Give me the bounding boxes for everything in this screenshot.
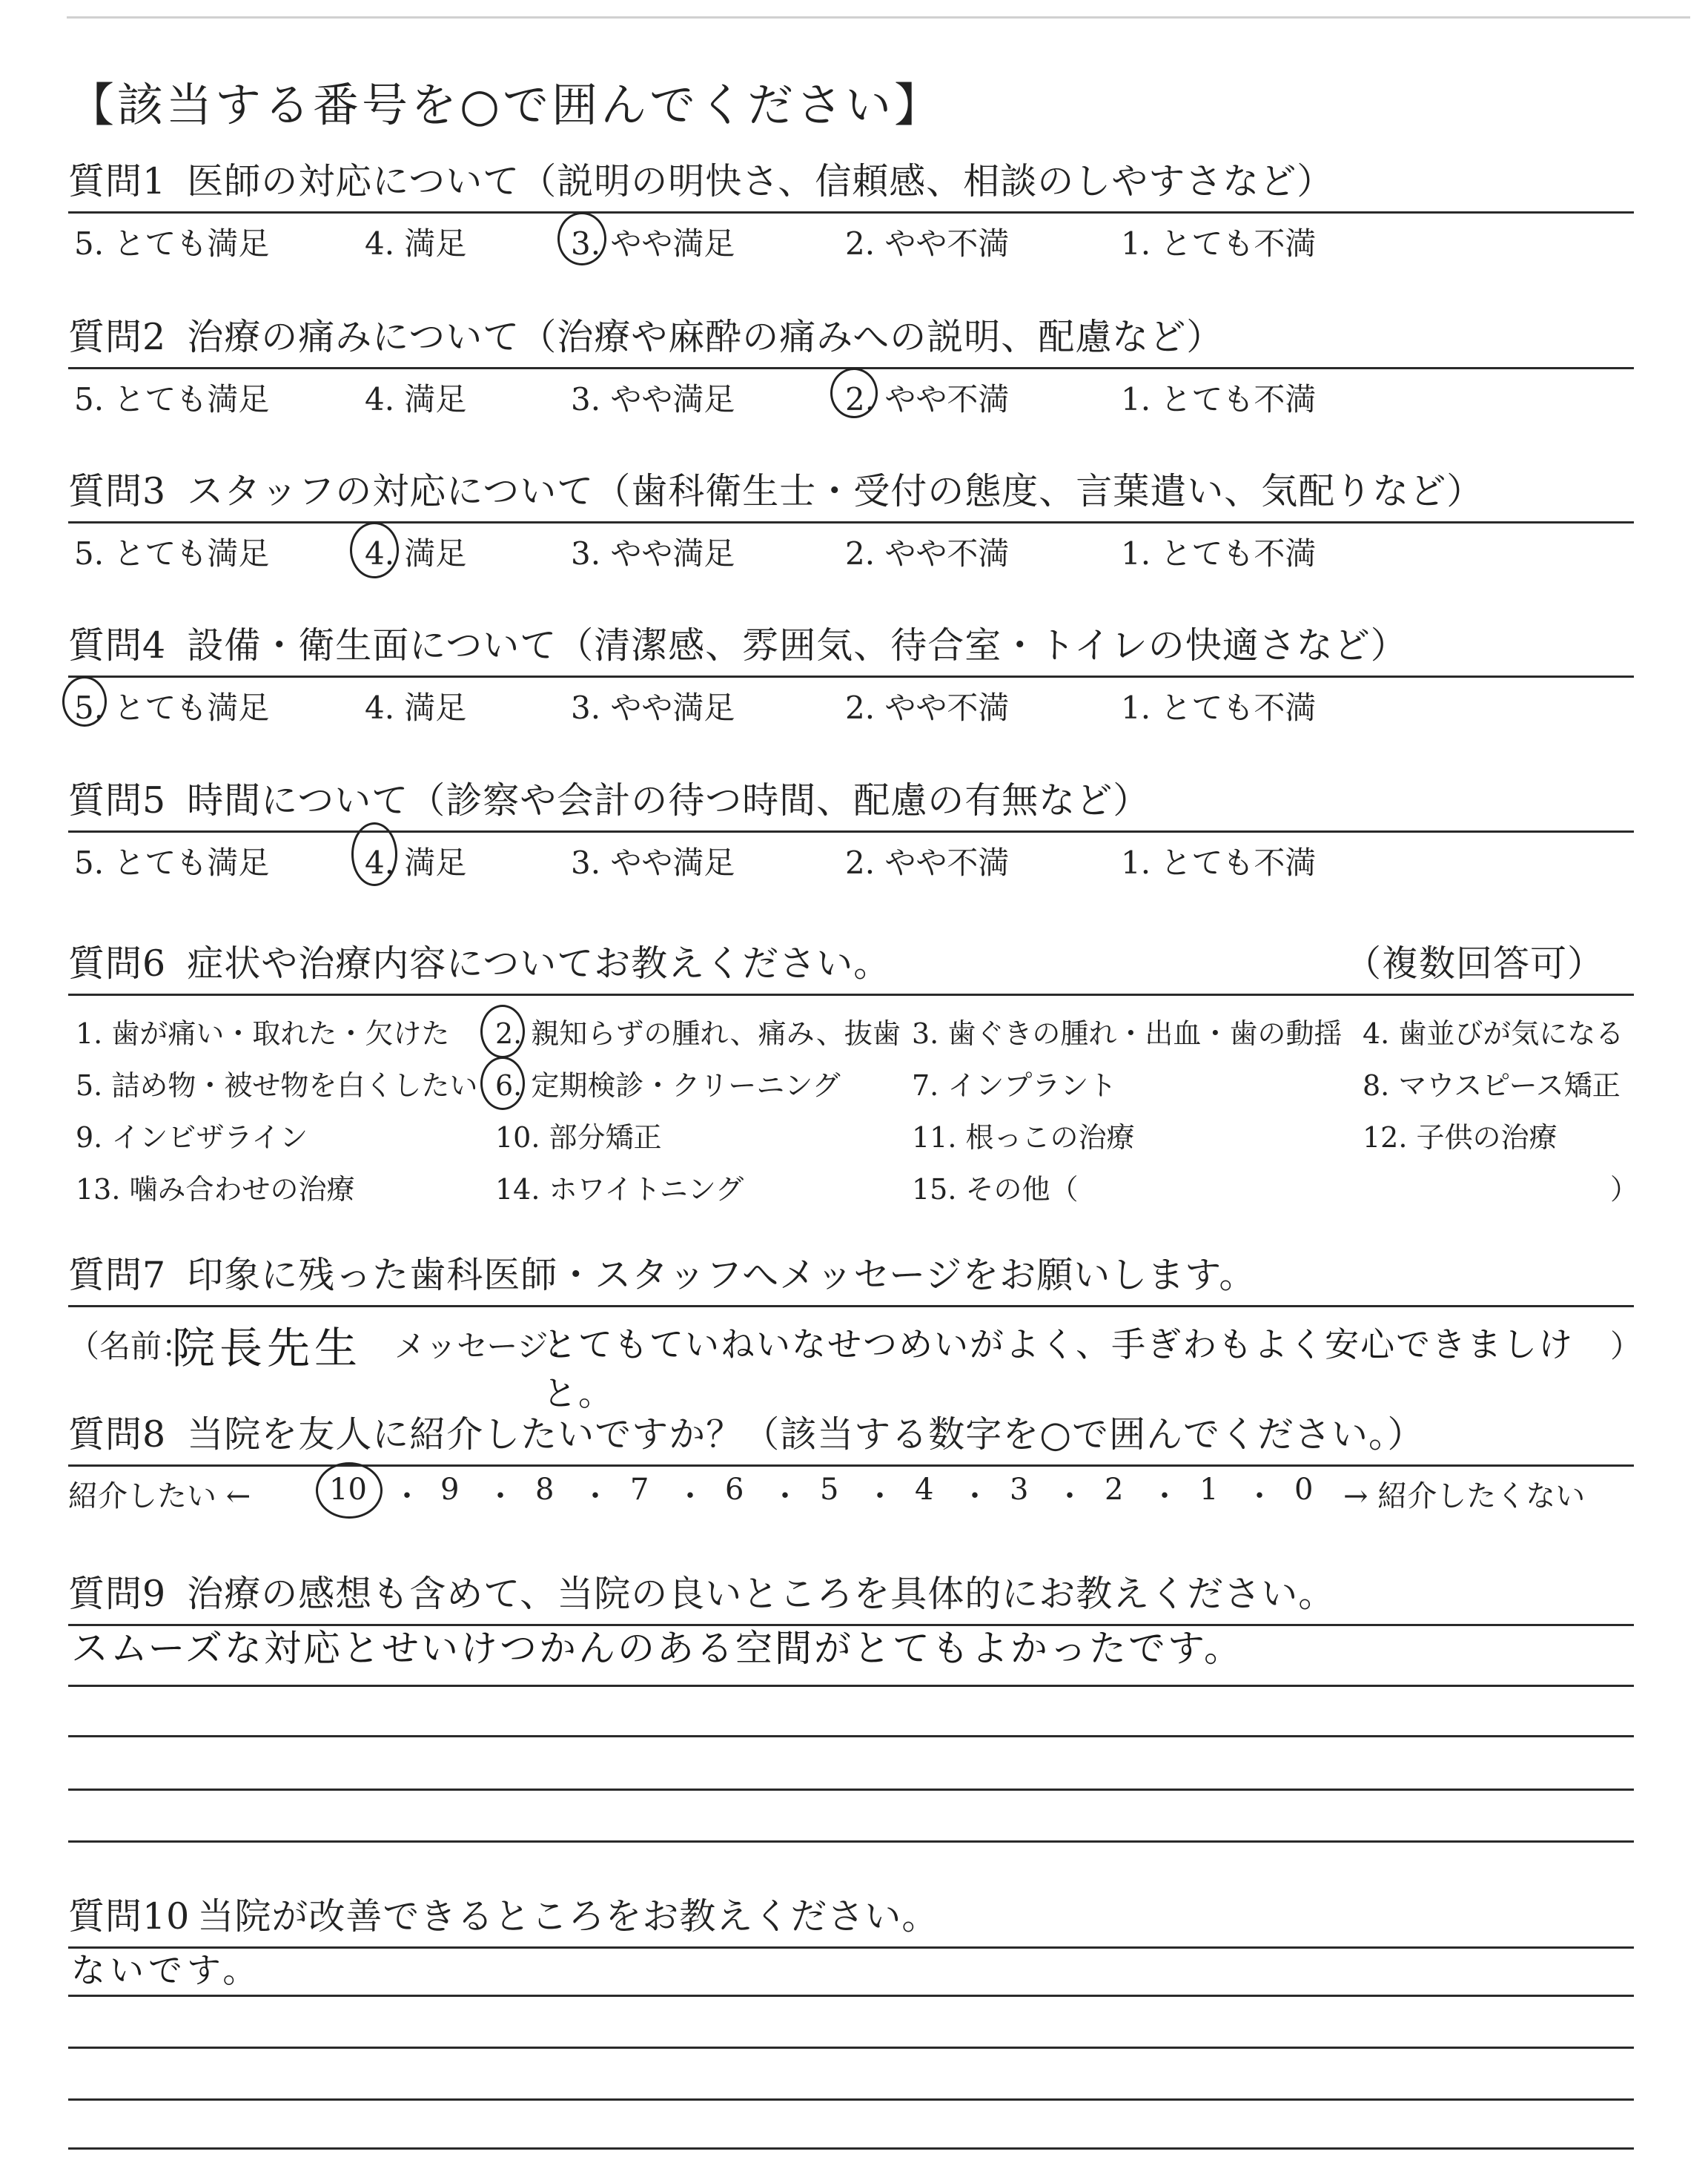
- option-4[interactable]: 4. 満足: [365, 225, 467, 262]
- answer-line: [68, 1995, 1634, 1997]
- question-number: 質問7: [68, 1254, 167, 1296]
- question-7: [68, 1246, 1642, 1413]
- answer-line: [68, 2147, 1634, 2150]
- treatment-option[interactable]: 14. ホワイトニング: [495, 1173, 744, 1206]
- name-answer[interactable]: 院長先生: [172, 1323, 363, 1373]
- message-close-paren: ）: [1610, 1328, 1642, 1364]
- rating-options: [68, 369, 1634, 421]
- question-text: 印象に残った歯科医師・スタッフへメッセージをお願いします。: [187, 1254, 1257, 1296]
- question-3: [68, 462, 1634, 575]
- scale-dot: ・: [675, 1479, 705, 1513]
- question-10: [68, 1887, 1634, 1992]
- treatment-option[interactable]: 5. 詰め物・被せ物を白くしたい: [76, 1069, 478, 1102]
- option-2[interactable]: 2. やや不満: [845, 845, 1010, 881]
- option-3[interactable]: 3. やや満足: [571, 535, 735, 572]
- answer-line: [68, 2047, 1634, 2049]
- scale-value[interactable]: 2: [1105, 1473, 1124, 1507]
- scale-value[interactable]: 5: [820, 1473, 839, 1507]
- treatment-option[interactable]: 4. 歯並びが気になる: [1363, 1017, 1624, 1050]
- scale-value[interactable]: 7: [630, 1473, 649, 1507]
- q9-answer[interactable]: スムーズな対応とせいけつかんのある空間がとてもよかったです。: [71, 1627, 1243, 1670]
- treatment-option[interactable]: 1. 歯が痛い・取れた・欠けた: [76, 1017, 450, 1050]
- option-2[interactable]: 2. やや不満: [845, 225, 1010, 262]
- survey-header: 【該当する番号を○で囲んでください】: [68, 78, 944, 132]
- answer-line: [68, 1685, 1634, 1687]
- question-text: 当院を友人に紹介したいですか？（該当する数字を○で囲んでください。）: [187, 1413, 1425, 1456]
- rating-options: [68, 833, 1634, 885]
- question-number: 質問10: [68, 1895, 191, 1938]
- question-number: 質問3: [68, 470, 167, 512]
- option-4[interactable]: 4. 満足: [365, 845, 467, 881]
- selection-circle: [480, 1057, 525, 1110]
- scale-value[interactable]: 3: [1010, 1473, 1029, 1507]
- treatment-option[interactable]: 9. インビザライン: [76, 1121, 308, 1154]
- question-number: 質問2: [68, 316, 167, 358]
- selection-circle: [316, 1462, 383, 1519]
- option-4[interactable]: 4. 満足: [365, 535, 467, 572]
- q10-answer[interactable]: ないです。: [71, 1950, 262, 1990]
- scale-dot: ・: [580, 1479, 610, 1513]
- treatment-option[interactable]: 2. 親知らずの腫れ、痛み、抜歯: [495, 1017, 901, 1050]
- question-text: 当院が改善できるところをお教えください。: [197, 1895, 939, 1938]
- option-2[interactable]: 2. やや不満: [845, 535, 1010, 572]
- option-1[interactable]: 1. とても不満: [1121, 845, 1317, 881]
- question-text: 症状や治療内容についてお教えください。: [187, 942, 891, 985]
- answer-line: [68, 1735, 1634, 1737]
- question-1: [68, 152, 1634, 265]
- option-1[interactable]: 1. とても不満: [1121, 381, 1317, 417]
- message-row: [68, 1307, 1642, 1413]
- scale-value[interactable]: 9: [440, 1473, 460, 1507]
- scale-dot: ・: [960, 1479, 990, 1513]
- option-5[interactable]: 5. とても満足: [74, 845, 270, 881]
- recommend-scale: [68, 1467, 1634, 1519]
- scale-value[interactable]: 0: [1294, 1473, 1314, 1507]
- treatment-option-other[interactable]: 15. その他（: [912, 1173, 1079, 1206]
- scale-dot: ・: [486, 1479, 515, 1513]
- question-number: 質問5: [68, 779, 167, 822]
- scale-value[interactable]: 1: [1199, 1473, 1219, 1507]
- treatment-option[interactable]: 7. インプラント: [912, 1069, 1117, 1102]
- treatment-option[interactable]: 13. 噛み合わせの治療: [76, 1173, 355, 1206]
- option-1[interactable]: 1. とても不満: [1121, 690, 1317, 726]
- option-1[interactable]: 1. とても不満: [1121, 225, 1317, 262]
- treatment-option[interactable]: 11. 根っこの治療: [912, 1121, 1135, 1154]
- option-4[interactable]: 4. 満足: [365, 690, 467, 726]
- question-6: [68, 934, 1639, 1206]
- scale-value[interactable]: 8: [535, 1473, 555, 1507]
- question-text: 治療の感想も含めて、当院の良いところを具体的にお教えください。: [187, 1573, 1336, 1615]
- selection-circle: [350, 522, 399, 578]
- option-1[interactable]: 1. とても不満: [1121, 535, 1317, 572]
- option-2[interactable]: 2. やや不満: [845, 690, 1010, 726]
- option-2[interactable]: 2. やや不満: [845, 381, 1010, 417]
- scale-dot: ・: [392, 1479, 422, 1513]
- rating-options: [68, 214, 1634, 265]
- treatment-options: [68, 996, 1639, 1206]
- question-text: 設備・衛生面について（清潔感、雰囲気、待合室・トイレの快適さなど）: [187, 624, 1408, 667]
- treatment-option[interactable]: 12. 子供の治療: [1363, 1121, 1558, 1154]
- name-label: （名前：: [68, 1328, 193, 1364]
- question-4: [68, 616, 1634, 730]
- answer-line: [68, 2098, 1634, 2101]
- answer-line: [68, 1789, 1634, 1791]
- question-9: [68, 1565, 1634, 1671]
- question-number: 質問6: [68, 942, 167, 985]
- rating-options: [68, 678, 1634, 730]
- option-5[interactable]: 5. とても満足: [74, 535, 270, 572]
- scale-dot: ・: [865, 1479, 895, 1513]
- question-number: 質問9: [68, 1573, 167, 1615]
- question-text: 治療の痛みについて（治療や麻酔の痛みへの説明、配慮など）: [187, 316, 1224, 358]
- option-3[interactable]: 3. やや満足: [571, 690, 735, 726]
- treatment-option[interactable]: 3. 歯ぐきの腫れ・出血・歯の動揺: [912, 1017, 1343, 1050]
- scale-dot: ・: [1245, 1479, 1274, 1513]
- question-number: 質問1: [68, 160, 167, 202]
- option-5[interactable]: 5. とても満足: [74, 381, 270, 417]
- top-border: [67, 16, 1690, 19]
- scale-dot: ・: [770, 1479, 800, 1513]
- question-number: 質問4: [68, 624, 167, 667]
- question-8: [68, 1405, 1634, 1519]
- message-answer[interactable]: とてもていねいなせつめいがよく、手ぎわもよく安心できましけと。: [543, 1324, 1575, 1413]
- scale-right-label: → 紹介したくない: [1343, 1479, 1586, 1513]
- question-2: [68, 308, 1634, 421]
- scale-dot: ・: [1150, 1479, 1179, 1513]
- selection-circle: [830, 368, 878, 418]
- rating-options: [68, 524, 1634, 575]
- selection-circle: [480, 1005, 525, 1058]
- selection-circle: [557, 212, 606, 265]
- other-close-paren: ）: [1610, 1173, 1639, 1206]
- scale-value[interactable]: 10: [329, 1473, 367, 1507]
- scale-value[interactable]: 6: [725, 1473, 744, 1507]
- question-text: 時間について（診察や会計の待つ時間、配慮の有無など）: [187, 779, 1151, 822]
- question-5: [68, 771, 1634, 885]
- scale-value[interactable]: 4: [915, 1473, 934, 1507]
- selection-circle: [351, 822, 397, 886]
- treatment-option[interactable]: 6. 定期検診・クリーニング: [495, 1069, 841, 1102]
- treatment-option[interactable]: 10. 部分矯正: [495, 1121, 662, 1154]
- option-4[interactable]: 4. 満足: [365, 381, 467, 417]
- option-5[interactable]: 5. とても満足: [74, 225, 270, 262]
- message-label: メッセージ：: [394, 1328, 580, 1364]
- option-5[interactable]: 5. とても満足: [74, 690, 270, 726]
- question-text: 医師の対応について（説明の明快さ、信頼感、相談のしやすさなど）: [187, 160, 1334, 202]
- question-number: 質問8: [68, 1413, 167, 1456]
- treatment-option[interactable]: 8. マウスピース矯正: [1363, 1069, 1621, 1102]
- scale-left-label: 紹介したい ←: [68, 1479, 251, 1513]
- scale-dot: ・: [1055, 1479, 1085, 1513]
- option-3[interactable]: 3. やや満足: [571, 381, 735, 417]
- option-3[interactable]: 3. やや満足: [571, 225, 735, 262]
- option-3[interactable]: 3. やや満足: [571, 845, 735, 881]
- selection-circle: [62, 676, 107, 727]
- multiple-answer-note: （複数回答可）: [1344, 942, 1604, 985]
- answer-line: [68, 1840, 1634, 1843]
- question-text: スタッフの対応について（歯科衛生士・受付の態度、言葉遣い、気配りなど）: [187, 470, 1484, 512]
